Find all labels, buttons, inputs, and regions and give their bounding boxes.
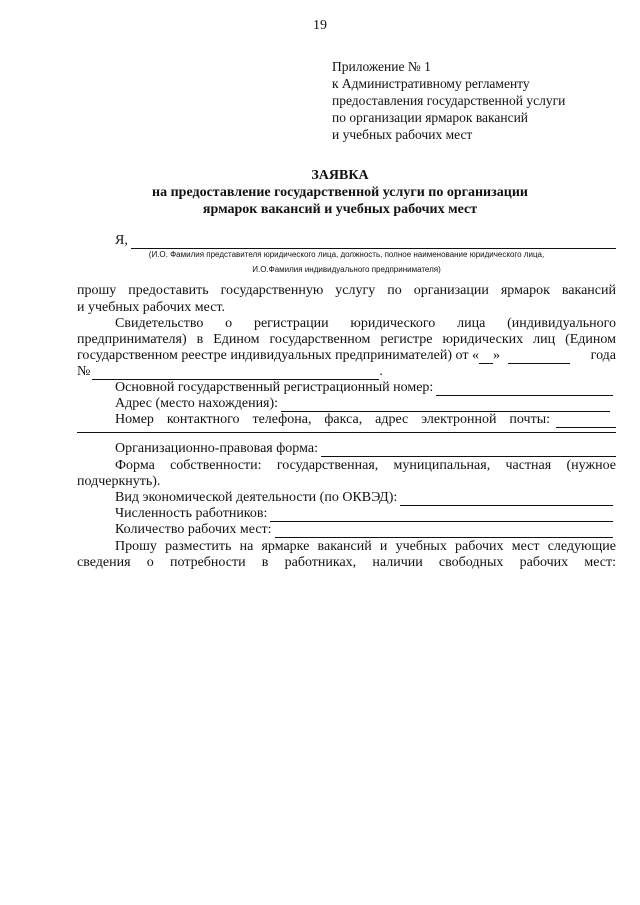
applicant-prefix: Я, xyxy=(115,233,128,248)
cert-number-row xyxy=(77,363,616,380)
cert-date-row xyxy=(77,347,616,364)
applicant-field[interactable] xyxy=(131,235,616,249)
appendix-line: и учебных рабочих мест xyxy=(332,127,473,142)
document-title xyxy=(0,167,640,218)
body-text: года xyxy=(590,348,616,363)
employees-field[interactable] xyxy=(270,508,613,522)
body-text: предпринимателя) в Едином государственном регистре юридических лиц (Едином xyxy=(77,332,616,347)
body-text: Номер контактного телефона, факса, адрес электронной почты: xyxy=(115,412,550,427)
body-text: сведения о потребности в работниках, наличии свободных рабочих мест: xyxy=(77,555,616,570)
applicant-row xyxy=(77,232,616,249)
address-field[interactable] xyxy=(281,398,610,412)
address-row xyxy=(77,395,610,412)
body-text: и учебных рабочих мест. xyxy=(77,300,225,315)
okved-field[interactable] xyxy=(400,492,613,506)
page-number: 19 xyxy=(313,18,327,33)
body-text: Прошу разместить на ярмарке вакансий и учебных рабочих мест следующие xyxy=(115,539,616,554)
okved-row xyxy=(77,489,613,506)
title-heading: ЗАЯВКА xyxy=(311,168,369,183)
body-text: Адрес (место нахождения): xyxy=(115,396,279,411)
legal-form-field[interactable] xyxy=(321,443,616,457)
body-text: Вид экономической деятельности (по ОКВЭД): xyxy=(115,490,398,505)
body-text: Количество рабочих мест: xyxy=(115,522,272,537)
body-text: государственном реестре индивидуальных предпринимателей) от « xyxy=(77,348,479,363)
body-text: Основной государственный регистрационный номер: xyxy=(115,380,434,395)
body-text: прошу предоставить государственную услугу по организации ярмарок вакансий xyxy=(77,283,616,298)
body-text: № xyxy=(77,364,91,379)
appendix-line: Приложение № 1 xyxy=(332,59,431,74)
jobs-row xyxy=(77,521,613,538)
title-line: на предоставление государственной услуги по организации xyxy=(152,185,528,200)
appendix-block xyxy=(332,58,565,143)
contacts-field-continuation[interactable] xyxy=(77,432,616,433)
employees-row xyxy=(77,505,613,522)
body-text: подчеркнуть). xyxy=(77,474,161,489)
applicant-caption: И.О.Фамилия индивидуального предпринимателя) xyxy=(252,265,441,274)
ogrn-row xyxy=(77,379,613,396)
body-text: » xyxy=(492,348,500,363)
body-text: Организационно-правовая форма: xyxy=(115,441,318,456)
body-text: Форма собственности: государственная, муниципальная, частная (нужное xyxy=(115,458,616,473)
contacts-field[interactable] xyxy=(556,415,616,428)
appendix-line: предоставления государственной услуги xyxy=(332,93,566,108)
contacts-row xyxy=(77,411,616,428)
ogrn-field[interactable] xyxy=(436,382,613,396)
appendix-line: к Административному регламенту xyxy=(332,76,530,91)
appendix-line: по организации ярмарок вакансий xyxy=(332,110,529,125)
legal-form-row xyxy=(77,440,616,457)
applicant-caption: (И.О. Фамилия представителя юридического лица, должность, полное наименование юридического лица, xyxy=(148,250,545,259)
body-text: Свидетельство о регистрации юридического лица (индивидуального xyxy=(115,316,616,331)
jobs-field[interactable] xyxy=(275,524,613,538)
title-line: ярмарок вакансий и учебных рабочих мест xyxy=(202,202,478,217)
body-text: Численность работников: xyxy=(115,506,268,521)
body-text: . xyxy=(379,364,383,379)
